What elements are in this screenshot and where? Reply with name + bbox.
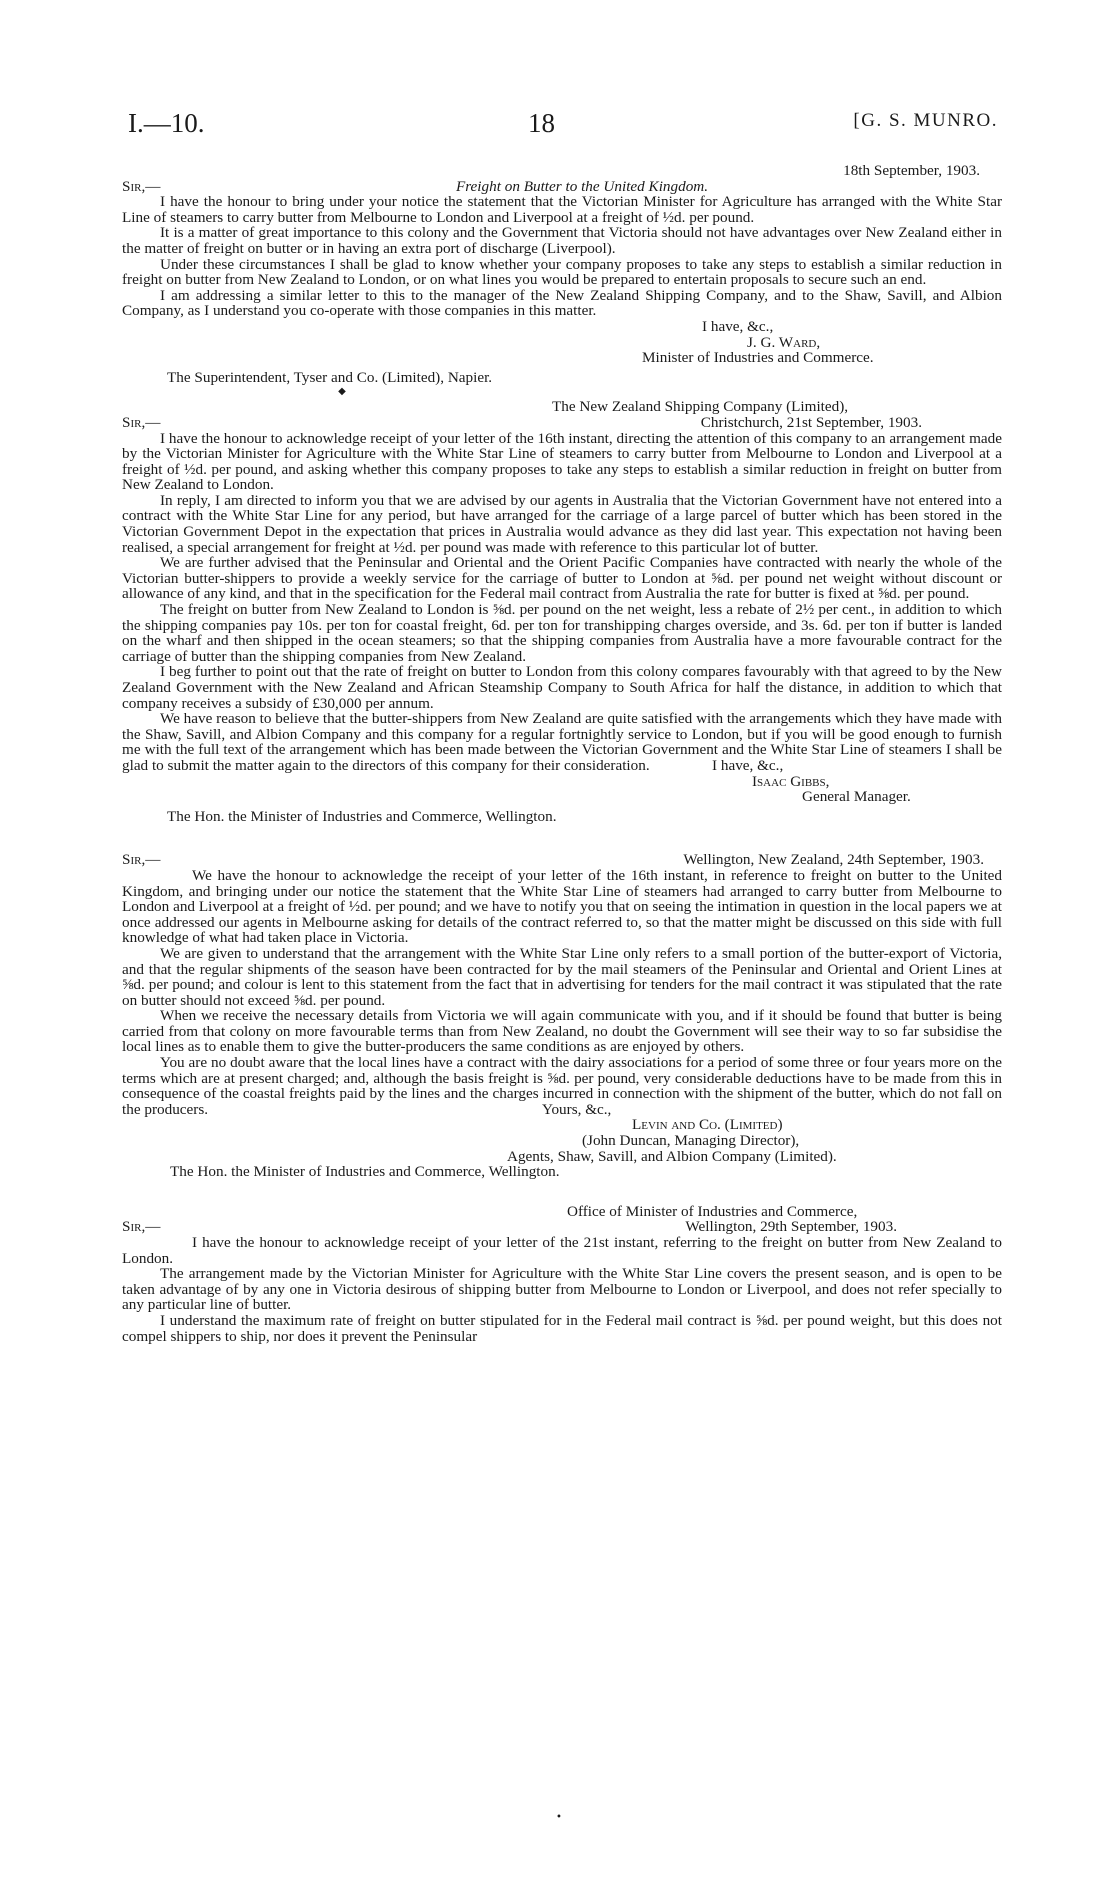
paragraph: I have the honour to acknowledge receipt of your letter of the 21st instant, referring to the freight on butter from New Zealand to London.	[122, 1234, 1002, 1267]
paragraph: I am addressing a similar letter to this to the manager of the New Zealand Shipping Company, and to the Shaw, Savill, and Albion Company, as I understand you co-operate with those companies in this matter.	[122, 286, 1002, 320]
letter-minister-to-nzsc	[122, 1204, 1002, 1344]
paragraph: You are no doubt aware that the local lines have a contract with the dairy associations for a period of some three or four years more on the terms which are at present charged; and, although the basis freight is ⅝d. per pound, very considerable deductions have to be made from this in consequence of the coastal freights paid by the lines and the charges incurred in connection with the shipment of the butter, which do not fall on the producers.	[122, 1054, 1002, 1118]
paragraph: The freight on butter from New Zealand to London is ⅝d. per pound on the net weight, less a rebate of 2½ per cent., in addition to which the shipping companies pay 10s. per ton for coastal freight, 6d. per ton for transhipping charges overside, and 3s. 6d. per ton if butter is landed on the wharf and then shipped in the ocean steamers; so that the shipping companies from Australia have a more favourable contract for the carriage of butter than the shipping companies from New Zealand.	[122, 601, 1002, 665]
paragraph: In reply, I am directed to inform you that we are advised by our agents in Australia that the Victorian Government have not entered into a contract with the White Star Line for any period, but have arranged for the carriage of a large parcel of butter which has been stored in the Victorian Government Depot in the expectation that prices in Australia would advance as they did last year. This expectation not having been realised, a special arrangement for freight at ½d. per pound was made with reference to this particular lot of butter.	[122, 491, 1002, 556]
signature: J. G. Ward,	[747, 333, 821, 351]
salutation-row	[122, 415, 1002, 431]
paragraph: I have the honour to bring under your notice the statement that the Victorian Minister for Agriculture has arranged with the White Star Line of steamers to carry butter from Melbourne to London and Liverpool at a freight of ½d. per pound.	[122, 193, 1002, 226]
addressee: The Hon. the Minister of Industries and Commerce, Wellington.	[170, 1163, 560, 1181]
paragraph: We are further advised that the Peninsular and Oriental and the Orient Pacific Companies have contracted with nearly the whole of the Victorian butter-shippers to provide a weekly service for the carriage of butter to London at ⅝d. per pound net weight without discount or allowance of any kind, and that in the specification for the Federal mail contract from Australia the rate for butter is fixed at ⅝d. per pound.	[122, 554, 1002, 603]
spacer	[122, 824, 1002, 852]
signatory-title: General Manager.	[802, 788, 911, 806]
paragraph: We are given to understand that the arrangement with the White Star Line only refers to a small portion of the butter-export of Victoria, and that the regular shipments of the season have been contracted for by the mail steamers of the Peninsular and Oriental and Orient Lines at ⅝d. per pound; and colour is lent to this statement from the fact that in advertising for tenders for the mail contract it was stipulated that the rate on butter should not exceed ⅝d. per pound.	[122, 944, 1002, 1009]
paragraph: I beg further to point out that the rate of freight on butter to London from this colony compares favourably with that agreed to by the New Zealand Government with the New Zealand and African Steamship Company to South Africa for half the distance, in addition to which that company receives a subsidy of £30,000 per annum.	[122, 663, 1002, 712]
salutation: Sir,—	[122, 177, 161, 195]
signatory-title: Minister of Industries and Commerce.	[642, 349, 874, 367]
section-reference: [G. S. MUNRO.	[853, 110, 998, 131]
salutation-row	[122, 852, 1002, 868]
letter-date: Christchurch, 21st September, 1903.	[700, 413, 922, 431]
signature: Isaac Gibbs,	[752, 772, 830, 790]
letter-ward-to-tyser	[122, 163, 1002, 385]
salutation: Sir,—	[122, 1218, 161, 1236]
paragraph: It is a matter of great importance to this colony and the Government that Victoria should not have advantages over New Zealand either in the matter of freight on butter or in having an extra port of discharge (Liverpool).	[122, 224, 1002, 257]
closing: I have, &c.,	[712, 756, 784, 774]
letter-levin-to-minister	[122, 852, 1002, 1179]
salutation: Sir,—	[122, 413, 161, 431]
paragraph: The arrangement made by the Victorian Minister for Agriculture with the White Star Line covers the present season, and is open to be taken advantage of by any one in Victoria desirous of shipping butter from Melbourne to London or Liverpool, and does not refer specially to any particular line of butter.	[122, 1265, 1002, 1314]
paper-reference: I.—10.	[128, 108, 205, 138]
paragraph: I understand the maximum rate of freight on butter stipulated for in the Federal mail contract is ⅝d. per pound weight, but this does not compel shippers to ship, nor does it prevent the Peninsular	[122, 1311, 1002, 1345]
salutation: Sir,—	[122, 851, 161, 869]
letter-subject: Freight on Butter to the United Kingdom.	[455, 177, 709, 195]
document-body	[122, 163, 1002, 1344]
paragraph: We have the honour to acknowledge the receipt of your letter of the 16th instant, in reference to freight on butter to the United Kingdom, and bringing under our notice the statement that the White Star Line of steamers had arranged to carry butter from Melbourne to London and Liverpool at a freight of ½d. per pound; and we have to notify you that on seeing the intimation in question in the local papers we at once addressed our agents in Melbourne asking for details of the contract referred to, so that the matter might be discussed on this side with full knowledge of what had taken place in Victoria.	[122, 866, 1002, 947]
page-number: 18	[528, 108, 555, 138]
signature-detail: (John Duncan, Managing Director),	[582, 1132, 800, 1150]
paragraph: I have the honour to acknowledge receipt of your letter of the 16th instant, directing the attention of this company to an arrangement made by the Victorian Minister for Agriculture with the White Star Line of steamers to carry butter from Melbourne to London and Liverpool at a freight of ½d. per pound, and asking whether this company proposes to take any steps to establish a similar reduction in freight on butter from New Zealand to London.	[122, 429, 1002, 494]
signature: Levin and Co. (Limited)	[632, 1116, 783, 1134]
footer-mark: •	[556, 1812, 562, 1823]
letter-date: Wellington, 29th September, 1903.	[685, 1218, 897, 1236]
closing: I have, &c.,	[702, 317, 774, 335]
addressee: The Hon. the Minister of Industries and Commerce, Wellington.	[167, 807, 557, 825]
paragraph: We have reason to believe that the butter-shippers from New Zealand are quite satisfied with the arrangements which they have made with the Shaw, Savill, and Albion Company and this company for a regular fortnightly service to London, but if you will be good enough to furnish me with the full text of the arrangement which has been made between the Victorian Government and the White Star Line of steamers I shall be glad to submit the matter again to the directors of this company for their consideration.	[122, 710, 1002, 774]
closing: Yours, &c.,	[542, 1100, 612, 1118]
letter-nzsc-to-minister	[122, 399, 1002, 824]
separator-dot: ◆	[338, 386, 346, 398]
paragraph: Under these circumstances I shall be glad to know whether your company proposes to take any steps to establish a similar reduction in freight on butter from New Zealand to London, or on what lines you would be prepared to entertain proposals to secure such an end.	[122, 255, 1002, 289]
signature-agency: Agents, Shaw, Savill, and Albion Company (Limited).	[507, 1147, 837, 1165]
page-header	[128, 108, 998, 148]
sender-address: Office of Minister of Industries and Commerce,	[567, 1202, 858, 1220]
spacer	[122, 1180, 1002, 1204]
sender-address: The New Zealand Shipping Company (Limited),	[552, 398, 849, 416]
paragraph: When we receive the necessary details from Victoria we will again communicate with you, and if it should be found that butter is being carried from that colony on more favourable terms than from New Zealand, no doubt the Government will see their way to so far subsidise the local lines as to enable them to give the butter-producers the same conditions as are enjoyed by others.	[122, 1007, 1002, 1056]
letter-date: 18th September, 1903.	[843, 162, 980, 179]
letter-date: Wellington, New Zealand, 24th September, 1903.	[683, 851, 984, 869]
salutation-row	[122, 1219, 1002, 1235]
addressee: The Superintendent, Tyser and Co. (Limited), Napier.	[167, 368, 493, 386]
